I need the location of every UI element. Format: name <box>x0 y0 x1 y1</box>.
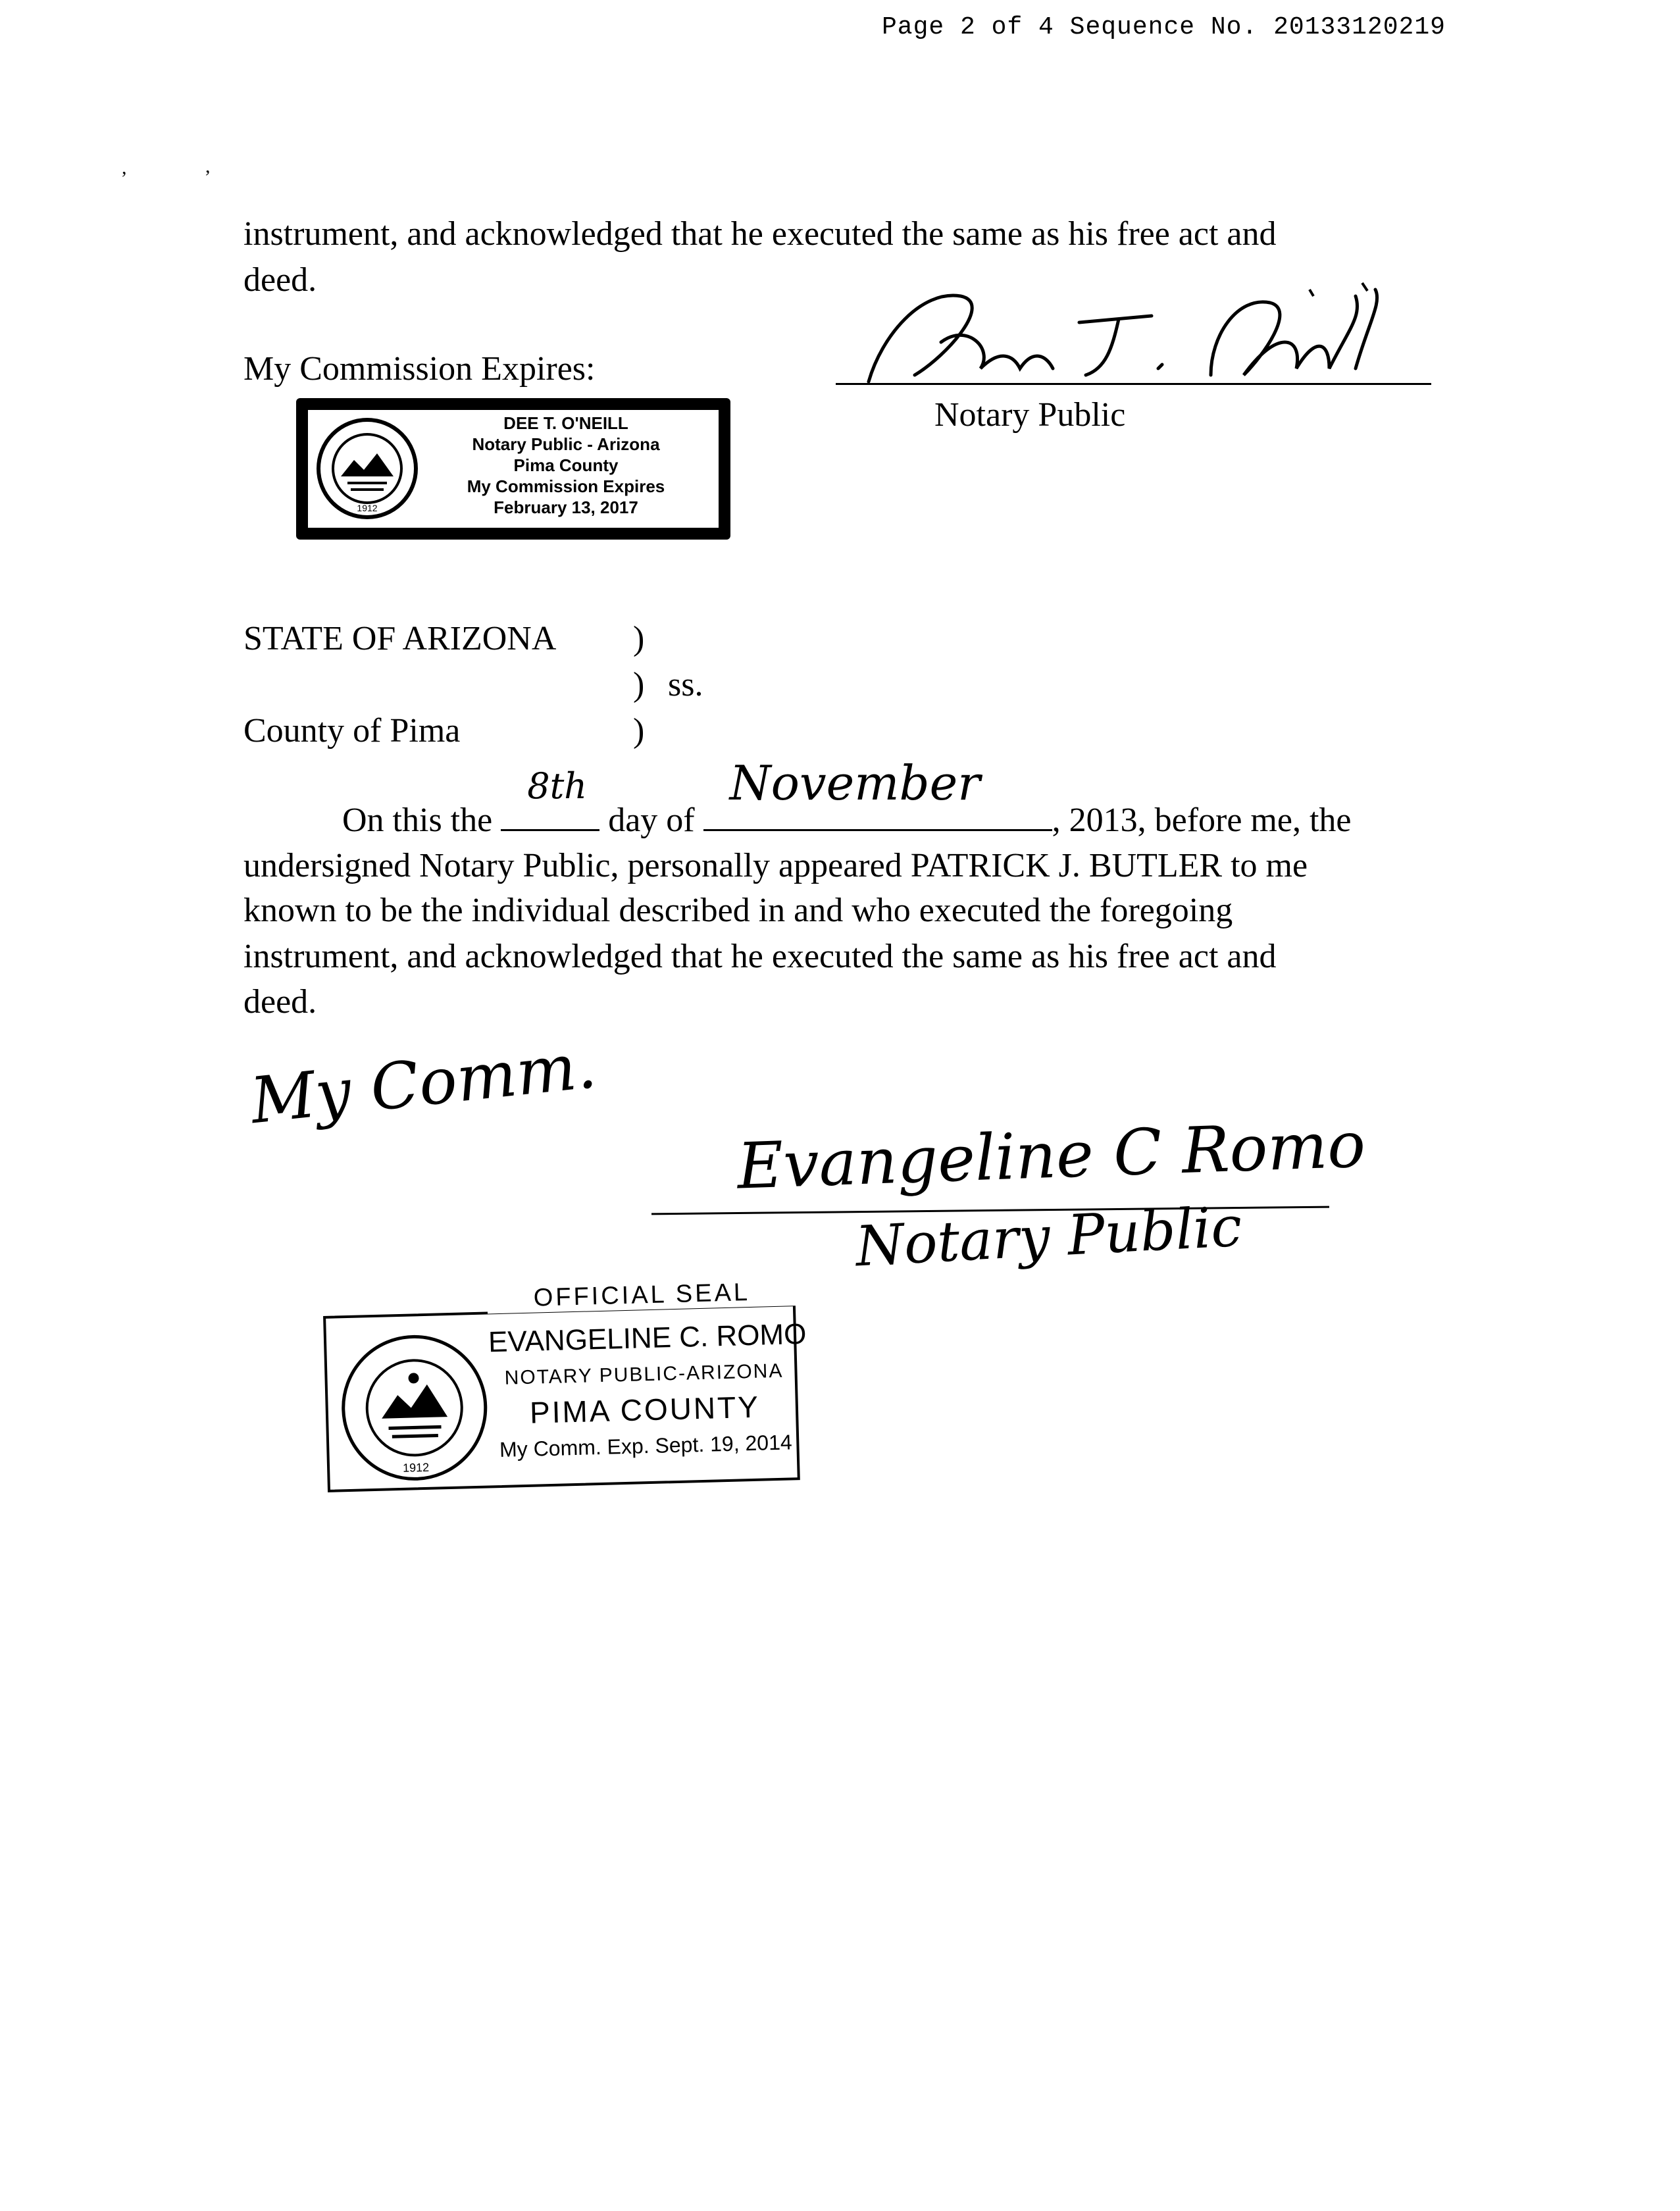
venue-paren: ) <box>633 712 645 750</box>
signature-line <box>836 383 1431 385</box>
venue-state: STATE OF ARIZONA <box>243 620 557 657</box>
venue-paren: ) <box>633 666 645 703</box>
month-handwritten: November <box>729 755 980 811</box>
stamp-county: PIMA COUNTY <box>529 1389 761 1430</box>
page-sequence-header: Page 2 of 4 Sequence No. 20133120219 <box>882 13 1446 41</box>
great-seal-arizona-icon <box>337 1330 492 1485</box>
acknowledgment-line-1 <box>342 755 1352 839</box>
arizona-state-seal-icon <box>315 414 420 523</box>
signature-oneill <box>842 276 1435 395</box>
day-blank <box>501 765 599 831</box>
signature-title-handwritten: Notary Public <box>853 1194 1244 1279</box>
commission-label: My Commission Expires: <box>243 350 596 388</box>
paragraph-line: instrument, and acknowledged that he executed the same as his free act and <box>243 215 1277 253</box>
svg-text:1912: 1912 <box>357 503 378 513</box>
paragraph-line: undersigned Notary Public, personally appeared PATRICK J. BUTLER to me <box>243 847 1308 884</box>
stray-mark: , <box>122 157 127 178</box>
day-handwritten: 8th <box>527 765 588 807</box>
venue-paren: ) <box>633 620 645 657</box>
venue-county: County of Pima <box>243 712 461 750</box>
stamp-name: DEE T. O'NEILL <box>503 413 628 433</box>
stamp-title: NOTARY PUBLIC-ARIZONA <box>504 1360 784 1389</box>
stamp-title: Notary Public - Arizona <box>472 434 660 454</box>
stamp-county: Pima County <box>513 455 619 475</box>
notary-stamp-oneill <box>296 398 730 540</box>
signature-romo: Evangeline C Romo <box>736 1107 1367 1204</box>
svg-text:1912: 1912 <box>402 1460 430 1475</box>
stray-mark: , <box>205 155 211 177</box>
stamp-heading: OFFICIAL SEAL <box>487 1277 797 1313</box>
notary-stamp-romo <box>322 1277 807 1494</box>
stamp-name: EVANGELINE C. ROMO <box>488 1317 807 1359</box>
handwritten-commission-note: My Comm. <box>247 1028 600 1138</box>
paragraph-line: instrument, and acknowledged that he executed the same as his free act and <box>243 938 1277 975</box>
signature-title: Notary Public <box>934 396 1126 434</box>
on-this-the: On this the <box>342 801 493 839</box>
stamp-expires-date: February 13, 2017 <box>494 497 638 517</box>
stamp-expires: My Comm. Exp. Sept. 19, 2014 <box>499 1430 793 1462</box>
paragraph-line: deed. <box>243 261 317 299</box>
paragraph-line: known to be the individual described in and who executed the foregoing <box>243 892 1233 929</box>
stamp-expires-label: My Commission Expires <box>467 476 665 496</box>
month-blank <box>703 755 1052 831</box>
paragraph-line: deed. <box>243 983 317 1021</box>
venue-ss: ss. <box>668 666 703 703</box>
year-suffix: , 2013, before me, the <box>1052 801 1352 839</box>
day-of: day of <box>608 801 695 839</box>
